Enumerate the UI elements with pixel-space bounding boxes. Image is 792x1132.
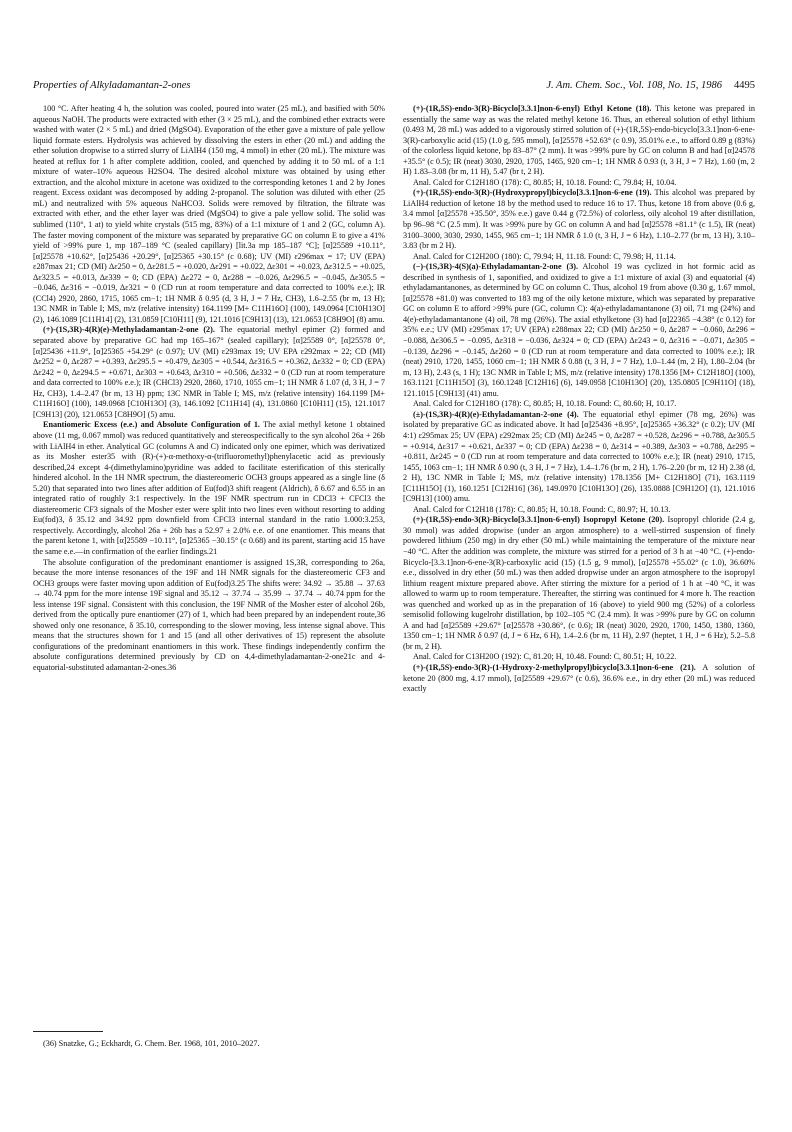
paragraph-text: Alcohol 19 was cyclized in hot formic acid as described in synthesis of 1, saponified, and oxidized to give a 1:1 mixture of axial (3) and equatorial (4) ethyladamantanones, as determined by GC on column C. Thus, alcohol 19 from above (0.30 g, 1.67 mmol, [α]25578 +81.0) was converted to 183 mg of the oily ketone mixture, which was separated by preparative GC on column E to afford >99% pure (GC, column C): 4(a)-ethyladamantanone (3) oil, 71 mg (24%) and 4(e)-ethyladamantanone (4) oil, 78 mg (26%). The axial ethylketone (3) had [α]22365 −4.38° (c 0.12) for 35% e.e.; UV (MI) ε295max 17; UV (EPA) ε288max 22; CD (MI) Δε250 = 0, Δε287 = −0.060, Δε296 = −0.088, Δε306.5 = −0.095, Δε318 = −0.036, Δε324 = 0; CD (EPA) Δε243 = 0, Δε316 = −0.071, Δε305 = −0.139, Δε296 = −0.145, Δε260 = 0 (CD run at room temperature and data corrected to 100% e.e.); IR (neat) 2910, 1720, 1455, 1060 cm−1; 1H NMR δ 0.88 (t, 3 H, J = 7 Hz), 1.0–1.44 (m, 2 H), 1.80–2.04 (br m, 13 H), 2.43 (s, 1 H); 13C NMR in Table I; MS, m/z (relative intensity) 178.1356 [M+ C12H18O] (100), 163.1121 [C11H15O] (3), 160.1248 [C12H16] (6), 149.0958 [C10H13O] (20), 135.0805 [C9H11O] (18), 121.1015 [C9H13] (41) amu. [403, 262, 755, 398]
compound-heading: (+)-(1R,5S)-endo-3(R)-Bicyclo[3.3.1]non-6-enyl) Isopropyl Ketone (20). [413, 515, 665, 525]
paragraph-text: The absolute configuration of the predominant enantiomer is assigned 1S,3R, corresponding to 26a, because the more intense resonances of the 19F and 1H NMR signals for the diastereomeric CF3 and OCH3 groups were faster moving upon addition of Eu(fod)3.25 The shifts were: 34.92 → 35.88 → 37.63 → 40.74 ppm for the more intense 19F signal and 35.12 → 37.74 → 35.99 → 37.74 → 40.74 ppm for the less intense 19F signal. Consistent with this conclusion, the 19F NMR of the Mosher ester of alcohol 26b, derived from the optically pure enantiomer (27) of 1, which had been prepared by an independent route,36 showed only one resonance, δ 35.10, corresponding to the slower moving, less intense signal above. This means that the structures shown for 1 and 15 (and all other derivatives of 15) represent the absolute configurations of the predominant enantiomers in this work. These findings independently confirm the absolute configurations determined previously by CD on 4,4-dimethyladamantan-2-one21c and 4-equatorial-substituted adamantan-2-ones.36 [33, 557, 385, 672]
right-column-paragraph [403, 188, 755, 251]
paragraph-text: Anal. Calcd for C12H18O (178): C, 80.85; H, 10.18. Found: C, 80.60; H, 10.17. [413, 399, 677, 409]
running-head-journal [546, 80, 755, 91]
right-column-paragraph [403, 262, 755, 399]
right-column-paragraph [403, 178, 755, 189]
paragraph-text: Anal. Calcd for C12H20O (180): C, 79.94; H, 11.18. Found: C, 79.98; H, 11.14. [413, 251, 676, 261]
paragraph-text: This alcohol was prepared by LiAlH4 reduction of ketone 18 by the method used to reduce 16 to 17. Thus, ketone 18 from above (0.6 g, 3.4 mmol [α]25578 +35.50°, 35% e.e.) gave 0.44 g (72.5%) of colorless, oily alcohol 19 after distillation, bp 96–98 °C (2.5 mm). It was >99% pure by GC on column A and had [α]25578 +81.1° (c 1.5), IR (neat) 3100–3000, 3030, 2930, 1455, 965 cm−1; 1H NMR δ 1.0 (t, 3 H, J = 6 Hz), 1.10–2.77 (br m, 13 H), 3.10–3.83 (br m 2 H). [403, 188, 755, 251]
right-column-paragraph [403, 663, 755, 695]
right-column-paragraph [403, 104, 755, 178]
right-column-paragraph [403, 652, 755, 663]
compound-heading: (+)-(1R,5S)-endo-3(R)-(Hydroxypropyl)bicyclo[3.3.1]non-6-ene (19). [413, 188, 652, 198]
left-column-paragraph [33, 104, 385, 325]
paragraph-text: A solution of ketone 20 (800 mg, 4.17 mmol), [α]25589 +29.67° (c 0.6), 36.6% e.e., in dry ether (20 mL) was reduced exactly [403, 662, 755, 694]
compound-heading: (+)-(1R,5S)-endo-3(R)-(1-Hydroxy-2-methylpropyl)bicyclo[3.3.1]non-6-ene (21). [413, 662, 696, 672]
paragraph-text: Isopropyl chloride (2.4 g, 30 mmol) was added dropwise (under an argon atmosphere) to a well-stirred suspension of finely powdered lithium (250 mg) in dry ether (50 mL) while maintaining the temperature of the mixture near −40 °C. After the addition was complete, the mixture was stirred for a period of 3 h at −40 °C. (+)-endo-Bicyclo-[3.3.1]non-6-ene-3(R)-carboxylic acid (15) (1.5 g, 9 mmol), [α]25578 +55.02° (c 1.0), 36.60% e.e., dissolved in dry ether (50 mL) was then added dropwise under an argon atmosphere to the isopropyl lithium reagent mixture prepared above. After stirring the mixture for a period of 1 h at −40 °C, it was allowed to warm up to room temperature. Thereafter, the stirring was continued for 4 more h. The reaction was quenched and worked up as in the preparation of 16 (above) to yield 900 mg (52%) of a colorless semisolid following kugelrohr distillation, bp 102–105 °C (2.4 mm). It was >99% pure by GC on column A and had [α]25589 +29.67° [α]25578 +30.86°, (c 0.6); IR (neat) 3020, 2920, 1700, 1450, 1380, 1360, 1350 cm−1; 1H NMR δ 0.97 (d, J = 6 Hz, 6 H), 1.4–2.6 (br m, 11 H), 2.97 (heptet, 1 H, J = 6 Hz), 5.2–5.8 (br m, 2 H). [403, 515, 755, 651]
paragraph-text: Anal. Calcd for C12H18 (178): C, 80.85; H, 10.18. Found: C, 80.97; H, 10.13. [413, 504, 671, 514]
paragraph-text: The equatorial ethyl epimer (78 mg, 26%) was isolated by preparative GC as indicated above. It had [α]25436 +8.95°, [α]25365 +36.32° (c 0.2); UV (MI 4:1) ε295max 25; UV (EPA) ε292max 25; CD (MI) Δε245 = 0, Δε287 = +0.528, Δε296 = +0.788, Δε305.5 = +0.914, Δε317 = +0.621, Δε337 = 0; CD (EPA) Δε238 = 0, Δε314 = +0.389, Δε303 = +0.788, Δε295 = +0.811, Δε245 = 0 (CD run at room temperature and data corrected to 100% e.e.); IR (neat) 2910, 1715, 1455, 1063 cm−1; 1H NMR δ 0.90 (t, 3 H, J = 7 Hz), 1.4–1.76 (br m, 2 H), 1.76–2.20 (br m, 12 H) 2.38 (d, 2 H), 13C NMR in Table I; MS, m/z (relative intensity) 178.1356 [M+ C12H18O] (71), 163.1119 [C11H15O] (1), 160.1251 [C12H16] (36), 149.0970 [C10H13O] (26), 135.0888 [C9H12O] (1), 121.1016 [C9H13] (100) amu. [403, 409, 755, 504]
right-column [403, 104, 755, 1116]
running-head-title: Properties of Alkyladamantan-2-ones [33, 80, 191, 91]
compound-heading: (+)-(1R,5S)-endo-3(R)-Bicyclo[3.3.1]non-6-enyl) Ethyl Ketone (18). [413, 104, 652, 113]
right-column-paragraph [403, 515, 755, 652]
left-column [33, 104, 385, 1022]
footnote-36: (36) Snatzke, G.; Eckhardt, G. Chem. Ber. 1968, 101, 2010–2027. [43, 1039, 260, 1048]
compound-heading: (+)-(1S,3R)-4(R)(e)-Methyladamantan-2-one (2). [43, 325, 215, 335]
right-column-paragraph [403, 410, 755, 505]
paragraph-text: Anal. Calcd for C13H20O (192): C, 81.20; H, 10.48. Found: C, 80.51; H, 10.22. [413, 652, 677, 662]
footnote-rule [33, 1031, 103, 1032]
right-column-paragraph [403, 252, 755, 263]
right-column-paragraph [403, 505, 755, 516]
paragraph-text: This ketone was prepared in essentially the same way as was the related methyl ketone 16. Thus, an ethereal solution of ethyl lithium (0.493 M, 28 mL) was added to a vigorously stirred solution of (+)-(1R,5S)-endo-bicyclo[3.3.1]non-6-ene-3(R)-carboxylic acid (15) (1.0 g, 595 mmol), [α]25578 +52.63° (c 0.9), 35.01% e.e., to afford 0.89 g (83%) of the colorless liquid ketone, bp 83–87° (2 mm). It was >99% pure by GC on column B and had [α]24578 +35.5° (c 0.5); IR (neat) 3030, 2920, 1705, 1465, 920 cm−1; 1H NMR δ 0.93 (t, 3 H, J = 7 Hz), 1.60 (m, 2 H) 1.83–3.08 (br m, 11 H), 5.47 (br t, 2 H). [403, 104, 755, 177]
compound-heading: (±)-(1S,3R)-4(R)(e)-Ethyladamantan-2-one (4). [413, 409, 579, 419]
page-number: 4495 [734, 80, 755, 91]
right-column-paragraph [403, 399, 755, 410]
compound-heading: (−)-(1S,3R)-4(S)(a)-Ethyladamantan-2-one (3). [413, 262, 579, 272]
paragraph-text: The axial methyl ketone 1 obtained above (11 mg, 0.067 mmol) was reduced quantitatively and stereospecifically to the syn alcohol 26a + 26b with LiAlH4 in ether. Analytical GC (columns A and C) indicated only one epimer, which was derivatized as its Mosher ester35 with (R)-(+)-α-methoxy-α-(trifluoromethyl)phenylacetic acid as previously described,24 except 4-(dimethylamino)pyridine was added to facilitate esterification of this sterically hindered alcohol. In the 1H NMR spectrum, the diastereomeric OCH3 groups appeared as a single line (δ 5.20) that separated into two lines after addition of Eu(fod)3 shift reagent (Aldrich), δ 6.67 and 6.55 in an integrated ratio of roughly 3:1 respectively. In the 19F NMR spectrum run in CDCl3 + CFCl3 the diastereomeric CF3 signals of the Mosher ester were split into two lines even without resorting to adding Eu(fod)3, δ 35.12 and 34.92 ppm downfield from CFCl3 internal standard in the ratio 1.000:3.253, respectively. Accordingly, alcohol 26a + 26b has a 52.97 ± 2.0% e.e. of one enantiomer. This means that the parent ketone 1, with [α]25589 −10.11°, [α]25365 −30.15° (c 0.68) and its parent, starting acid 15 have the same e.e.—in confirmation of the earlier findings.21 [33, 420, 385, 556]
paragraph-text: 100 °C. After heating 4 h, the solution was cooled, poured into water (25 mL), and basified with 50% aqueous NaOH. The products were extracted with ether (3 × 25 mL), and the combined ether extracts were washed with water (2 × 5 mL) and dried (MgSO4). Evaporation of the ether gave a mixture of pale yellow liquid formate esters. Hydrolysis was achieved by dissolving the esters in ether (20 mL) and adding the ether solution dropwise to a stirred slurry of LiAlH4 (150 mg, 4 mmol) in ether (20 mL). The mixture was heated at reflux for 1 h after complete addition, cooled, and quenched by adding it to 50 mL of a 1:1 mixture of water–10% aqueous H2SO4. The desired alcohol mixture was obtained by using ether extraction, and the alcohol mixture in acetone was oxidized to the corresponding ketones 1 and 2 by Jones reagent. Excess oxidant was decomposed by adding 2-propanol. The solution was diluted with ether (25 mL) and neutralized with 5% aqueous NaHCO3. Solids were removed by filtration, the filtrate was extracted with ether, and the ether layer was dried (MgSO4) to give a pale yellow solid. The solid was sublimed (110°, 1 at) to yield white crystals (515 mg, 83%) of a 1:1 mixture of 1 and 2 (GC, column A). The faster moving component of the mixture was separated by preparative GC on column E to give a 41% yield of >99% pure 1, mp 187–189 °C (sealed capillary) [lit.3a mp 185–187 °C]; [α]25589 +10.11°, [α]25578 +10.62°, [α]25436 +20.29°, [α]25365 +30.15° (c 0.68); UV (MI) ε296max = 17; UV (EPA) ε287max 21; CD (MI) Δε250 = 0, Δε281.5 = +0.020, Δε291 = +0.022, Δε301 = +0.023, Δε312.5 = +0.025, Δε323.5 = +0.013, Δε339 = 0; CD (EPA) Δε272 = 0, Δε288 = −0.026, Δε296.5 = −0.045, Δε305.5 = −0.046, Δε316 = −0.019, Δε321 = 0 (CD run at room temperature and data corrected to 100% e.e.); IR (CCl4) 2920, 2860, 1715, 1065 cm−1; 1H NMR δ 0.95 (d, 3 H, J = 7 Hz, CH3), 1.6–2.55 (br m, 13 H); 13C NMR in Table I; MS, m/z (relative intensity) 164.1199 [M+ C11H16O] (100), 149.0964 [C10H13O] (2), 146.1089 [C11H14] (2), 131.0859 [C10H11] (9), 121.1016 [C9H13] (13), 121.0653 [C8H9O] (8) amu. [33, 104, 385, 324]
paragraph-text: Anal. Calcd for C12H18O (178): C, 80.85; H, 10.18. Found: C, 79.84; H, 10.04. [413, 177, 677, 187]
compound-heading: Enantiomeric Excess (e.e.) and Absolute Configuration of 1. [43, 420, 260, 430]
journal-citation: J. Am. Chem. Soc., Vol. 108, No. 15, 1986 [546, 80, 722, 91]
paragraph-text: The equatorial methyl epimer (2) formed and separated above by preparative GC had mp 165–167° (sealed capillary); [α]25589 0°, [α]25578 0°, [α]25436 +11.9°, [α]25365 +54.29° (c 0.97); UV (MI) ε293max 19; UV EPA ε292max = 22; CD (MI) Δε252 = 0, Δε287 = +0.393, Δε295.5 = +0.479, Δε305 = +0.544, Δε316.5 = +0.362, Δε332 = 0; CD (EPA) Δε242 = 0, Δε294.5 = +0.671, Δε303 = +0.643, Δε310 = +0.506, Δε332 = 0 (CD run at room temperature and data corrected to 100% e.e.); IR (CHCl3) 2920, 2860, 1710, 1055 cm−1; 1H NMR δ 1.07 (d, 3 H, J = 7 Hz, CH3), 1.4–2.47 (br m, 13 H) ppm; 13C NMR in Table I; MS, m/z (relative intensity) 164.1199 [M+ C11H16O] (100), 149.0968 [C10H13O] (3), 146.1092 [C11H14] (4), 131.0860 [C10H11] (15), 121.1017 [C9H13] (20), 121.0653 [C8H9O] (5) amu. [33, 325, 385, 419]
left-column-paragraph [33, 558, 385, 674]
running-head [33, 80, 755, 96]
left-column-paragraph [33, 325, 385, 420]
left-column-paragraph [33, 420, 385, 557]
